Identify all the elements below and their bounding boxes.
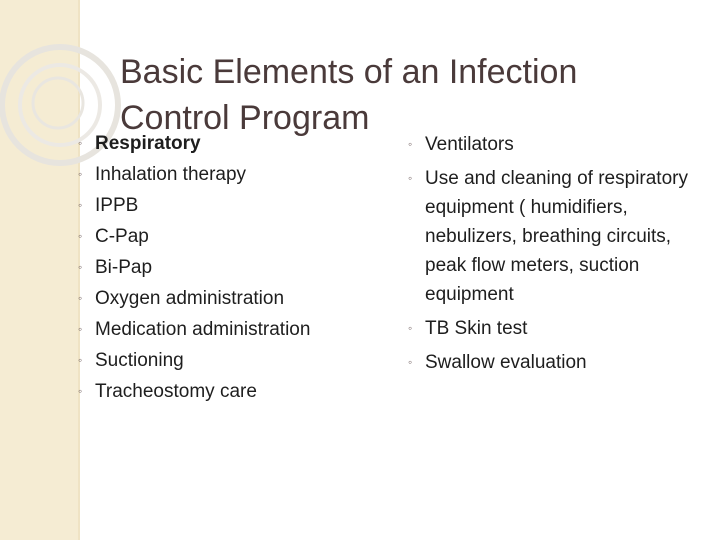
bullet-icon: ◦ <box>408 321 413 335</box>
list-item <box>78 190 378 221</box>
list-item-text: IPPB <box>95 195 139 216</box>
deco-ring-inner <box>33 78 83 128</box>
list-item <box>78 252 378 283</box>
list-item <box>78 283 378 314</box>
slide-title-line-2: Control Program <box>120 98 370 137</box>
bullet-icon: ◦ <box>78 260 83 274</box>
left-bullet-list <box>78 128 378 407</box>
list-item-text: Swallow evaluation <box>425 352 587 373</box>
list-item-text: Suctioning <box>95 350 184 371</box>
bullet-icon: ◦ <box>78 322 83 336</box>
list-item-text: Bi-Pap <box>95 257 153 278</box>
list-item-text: TB Skin test <box>425 318 528 339</box>
list-item-text: Medication administration <box>95 319 311 340</box>
bullet-icon: ◦ <box>78 353 83 367</box>
bullet-icon: ◦ <box>78 136 83 150</box>
list-item <box>408 130 698 159</box>
list-item-text: Oxygen administration <box>95 288 285 309</box>
slide-title <box>120 49 680 141</box>
list-item <box>78 345 378 376</box>
list-item <box>408 348 698 377</box>
list-item <box>78 128 378 159</box>
list-item <box>408 314 698 343</box>
bullet-icon: ◦ <box>78 198 83 212</box>
list-item-text: C-Pap <box>95 226 149 247</box>
bullet-icon: ◦ <box>408 171 413 185</box>
slide-title-line-1: Basic Elements of an Infection <box>120 52 578 91</box>
list-item-text: Use and cleaning of respiratory equipment ( humidifiers, nebulizers, breathing circuits, peak flow meters, suction equipment <box>425 168 688 305</box>
bullet-icon: ◦ <box>78 384 83 398</box>
list-item <box>408 164 698 309</box>
bullet-icon: ◦ <box>78 291 83 305</box>
bullet-icon: ◦ <box>408 137 413 151</box>
list-item-text: Inhalation therapy <box>95 164 247 185</box>
list-item <box>78 314 378 345</box>
list-item-text: Respiratory <box>95 133 201 154</box>
list-item <box>78 221 378 252</box>
bullet-icon: ◦ <box>78 229 83 243</box>
list-item-text: Tracheostomy care <box>95 381 257 402</box>
right-bullet-list <box>408 130 698 382</box>
bullet-icon: ◦ <box>78 167 83 181</box>
list-item <box>78 159 378 190</box>
list-item-text: Ventilators <box>425 134 514 155</box>
list-item <box>78 376 378 407</box>
bullet-icon: ◦ <box>408 355 413 369</box>
